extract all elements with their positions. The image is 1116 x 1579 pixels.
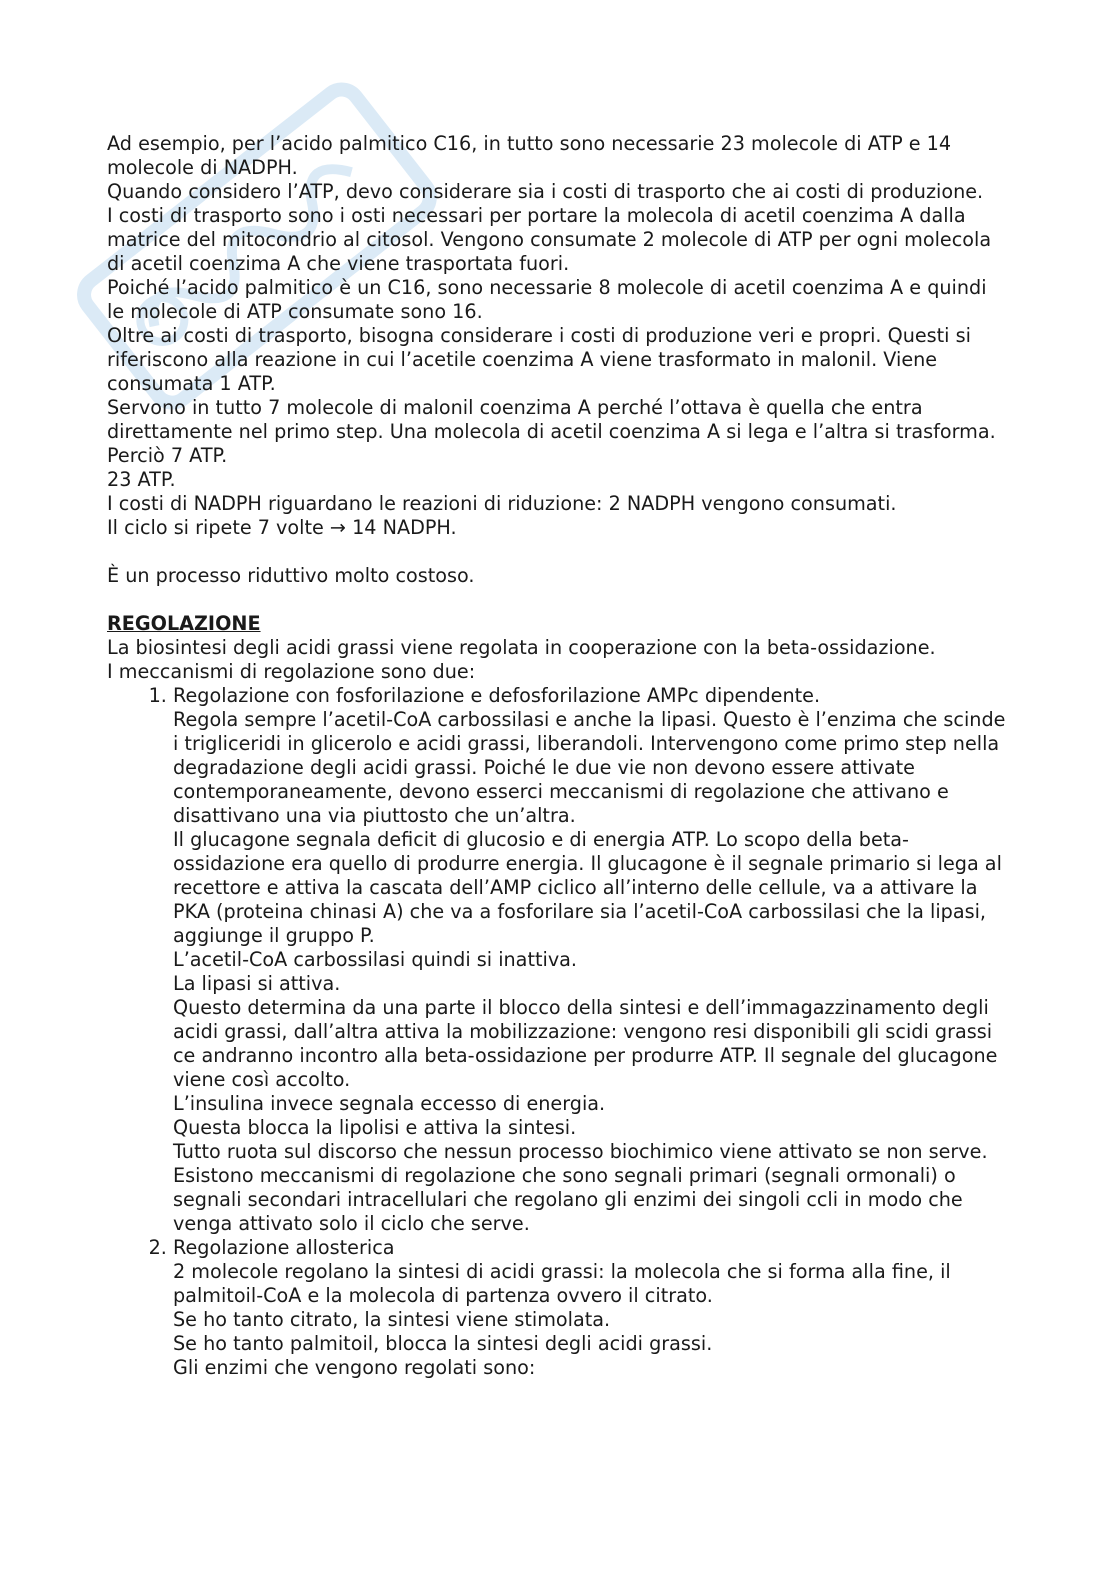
list-item-text: L’acetil-CoA carbossilasi quindi si inattiva. (173, 948, 578, 971)
text-line: Ad esempio, per l’acido palmitico C16, in tutto sono necessarie 23 molecole di ATP e 14 molecole di NADPH. (107, 132, 952, 179)
text-line: Il ciclo si ripete 7 volte → 14 NADPH. (107, 516, 457, 539)
list-item-allosteric (173, 1236, 1007, 1380)
text-line: Perciò 7 ATP. (107, 444, 228, 467)
text-line: Servono in tutto 7 molecole di malonil coenzima A perché l’ottava è quella che entra direttamente nel primo step. Una molecola di acetil coenzima A si lega e l’altra si trasforma. (107, 396, 996, 443)
section-intro: I meccanismi di regolazione sono due: (107, 660, 476, 683)
list-item-text: Questo determina da una parte il blocco della sintesi e dell’immagazzinamento degli acidi grassi, dall’altra attiva la mobilizzazione: vengono resi disponibili gli scidi grassi ce andranno incontro alla beta-ossidazione per produrre ATP. Il segnale del glucagone viene così accolto. (173, 996, 998, 1091)
list-item-text: Il glucagone segnala deficit di glucosio e di energia ATP. Lo scopo della beta-ossidazione era quello di produrre energia. Il glucagone è il segnale primario si lega al recettore e attiva la cascata dell’AMP ciclico all’interno delle cellule, va a attivare la PKA (proteina chinasi A) che va a fosforilare sia l’acetil-CoA carbossilasi che la lipasi, aggiunge il gruppo P. (173, 828, 1002, 947)
text-line: I costi di NADPH riguardano le reazioni di riduzione: 2 NADPH vengono consumati. (107, 492, 897, 515)
document-body (107, 132, 1007, 1380)
list-item-text: Gli enzimi che vengono regolati sono: (173, 1356, 536, 1379)
text-line: Quando considero l’ATP, devo considerare sia i costi di trasporto che ai costi di produzione. (107, 180, 984, 203)
list-item-text: Regola sempre l’acetil-CoA carbossilasi e anche la lipasi. Questo è l’enzima che scinde i trigliceridi in glicerolo e acidi grassi, liberandoli. Intervengono come primo step nella degradazione degli acidi grassi. Poiché le due vie non devono essere attivate contemporaneamente, devono esserci meccanismi di regolazione che attivano e disattivano una via piuttosto che un’altra. (173, 708, 1006, 827)
blank-line (107, 540, 1007, 564)
blank-line (107, 588, 1007, 612)
text-line: Poiché l’acido palmitico è un C16, sono necessarie 8 molecole di acetil coenzima A e quindi le molecole di ATP consumate sono 16. (107, 276, 987, 323)
list-item-title: 2. Regolazione allosterica (173, 1236, 395, 1259)
text-line: Oltre ai costi di trasporto, bisogna considerare i costi di produzione veri e propri. Questi si riferiscono alla reazione in cui l’acetile coenzima A viene trasformato in malonil. Viene consumata 1 ATP. (107, 324, 971, 395)
list-item-text: Se ho tanto citrato, la sintesi viene stimolata. (173, 1308, 611, 1331)
list-item-text: Tutto ruota sul discorso che nessun processo biochimico viene attivato se non serve. (173, 1140, 988, 1163)
summary-line: È un processo riduttivo molto costoso. (107, 564, 475, 587)
list-item-text: 2 molecole regolano la sintesi di acidi grassi: la molecola che si forma alla fine, il palmitoil-CoA e la molecola di partenza ovvero il citrato. (173, 1260, 951, 1307)
list-item-title: 1. Regolazione con fosforilazione e defosforilazione AMPc dipendente. (173, 684, 821, 707)
text-line: 23 ATP. (107, 468, 176, 491)
section-intro: La biosintesi degli acidi grassi viene regolata in cooperazione con la beta-ossidazione. (107, 636, 936, 659)
text-line: I costi di trasporto sono i osti necessari per portare la molecola di acetil coenzima A dalla matrice del mitocondrio al citosol. Vengono consumate 2 molecole di ATP per ogni molecola di acetil coenzima A che viene trasportata fuori. (107, 204, 992, 275)
list-item-text: Se ho tanto palmitoil, blocca la sintesi degli acidi grassi. (173, 1332, 713, 1355)
list-item-text: Questa blocca la lipolisi e attiva la sintesi. (173, 1116, 577, 1139)
list-item-text: Esistono meccanismi di regolazione che sono segnali primari (segnali ormonali) o segnali secondari intracellulari che regolano gli enzimi dei singoli ccli in modo che venga attivato solo il ciclo che serve. (173, 1164, 963, 1235)
list-item-text: La lipasi si attiva. (173, 972, 341, 995)
cost-paragraphs (107, 132, 1007, 540)
list-item-phosphorylation (173, 684, 1007, 1236)
list-item-text: L’insulina invece segnala eccesso di energia. (173, 1092, 606, 1115)
regulation-list (107, 684, 1007, 1380)
section-heading: REGOLAZIONE (107, 612, 261, 635)
